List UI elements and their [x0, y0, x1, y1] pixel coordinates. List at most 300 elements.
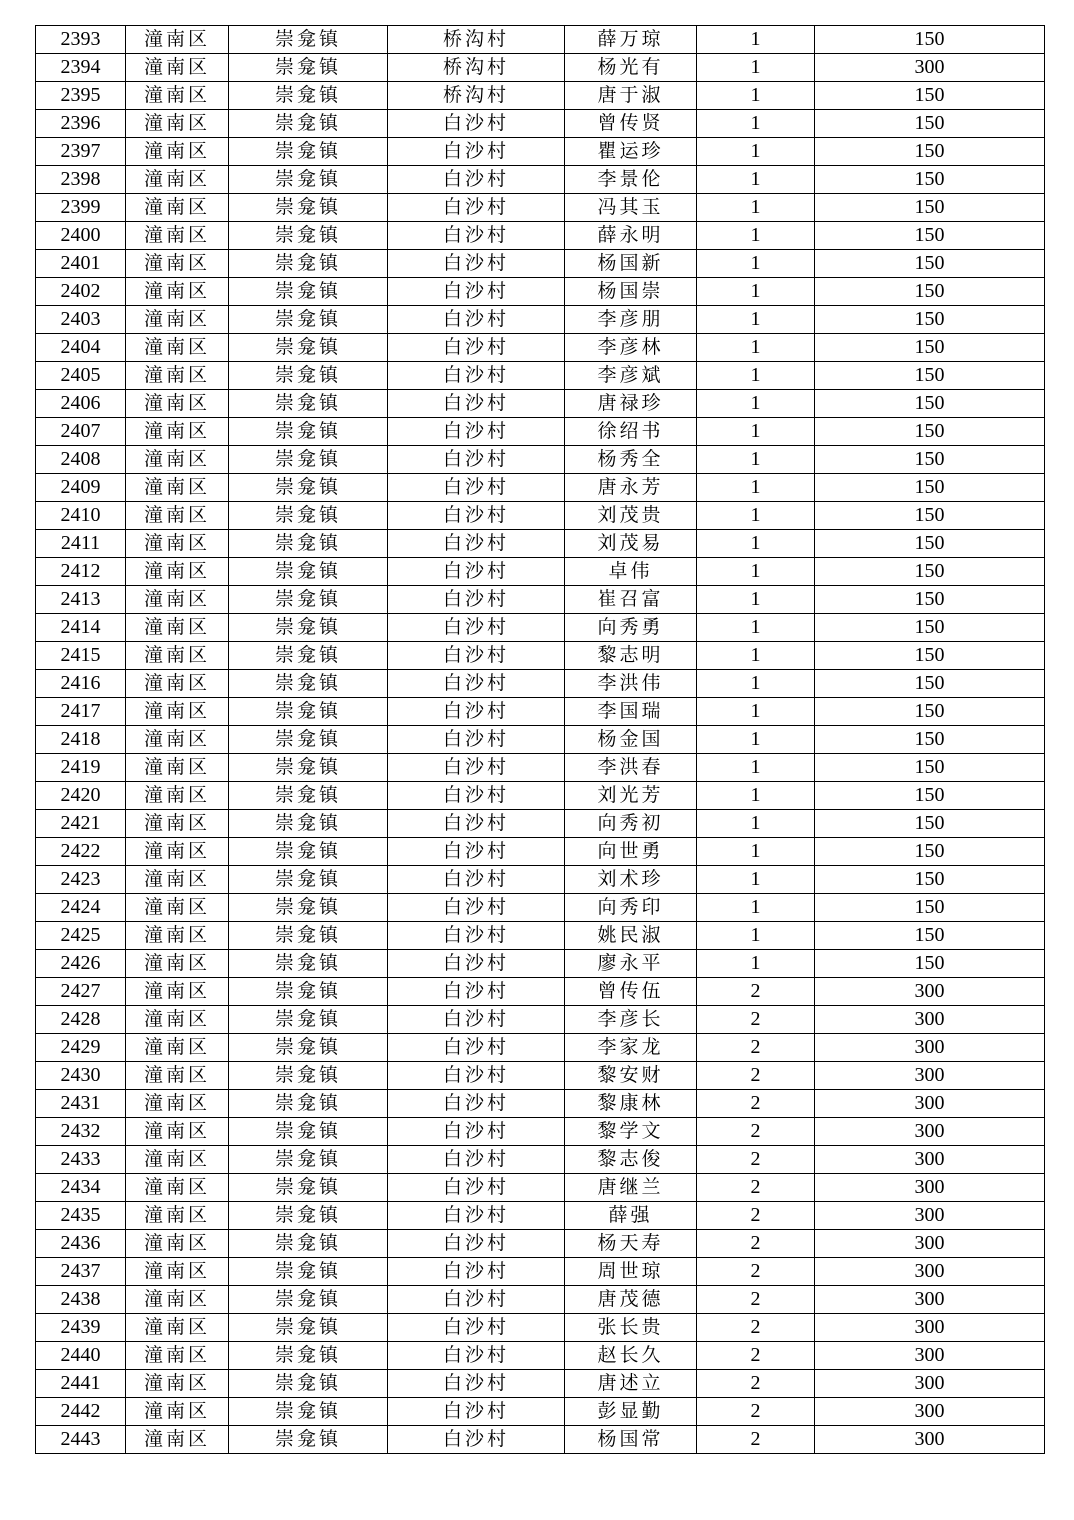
name-cell: 向秀初	[565, 810, 697, 838]
name-cell: 瞿运珍	[565, 138, 697, 166]
count-cell: 1	[697, 586, 815, 614]
table-row	[36, 754, 1045, 782]
table-row	[36, 1090, 1045, 1118]
village-cell: 白沙村	[388, 1202, 565, 1230]
row-number-cell: 2413	[36, 586, 126, 614]
amount-cell: 150	[815, 390, 1045, 418]
table-row	[36, 1006, 1045, 1034]
village-cell: 白沙村	[388, 1090, 565, 1118]
village-cell: 白沙村	[388, 950, 565, 978]
village-cell: 白沙村	[388, 1034, 565, 1062]
count-cell: 1	[697, 138, 815, 166]
amount-cell: 150	[815, 446, 1045, 474]
district-cell: 潼南区	[126, 194, 229, 222]
name-cell: 黎志明	[565, 642, 697, 670]
table-row	[36, 1370, 1045, 1398]
name-cell: 李彦林	[565, 334, 697, 362]
district-cell: 潼南区	[126, 530, 229, 558]
count-cell: 1	[697, 166, 815, 194]
amount-cell: 150	[815, 866, 1045, 894]
district-cell: 潼南区	[126, 1006, 229, 1034]
amount-cell: 150	[815, 614, 1045, 642]
village-cell: 桥沟村	[388, 26, 565, 54]
row-number-cell: 2403	[36, 306, 126, 334]
district-cell: 潼南区	[126, 222, 229, 250]
table-row	[36, 222, 1045, 250]
district-cell: 潼南区	[126, 922, 229, 950]
row-number-cell: 2395	[36, 82, 126, 110]
count-cell: 1	[697, 110, 815, 138]
town-cell: 崇龛镇	[229, 726, 388, 754]
town-cell: 崇龛镇	[229, 278, 388, 306]
amount-cell: 300	[815, 1286, 1045, 1314]
name-cell: 曾传伍	[565, 978, 697, 1006]
count-cell: 1	[697, 390, 815, 418]
village-cell: 白沙村	[388, 754, 565, 782]
name-cell: 李洪伟	[565, 670, 697, 698]
amount-cell: 150	[815, 558, 1045, 586]
town-cell: 崇龛镇	[229, 1090, 388, 1118]
town-cell: 崇龛镇	[229, 1118, 388, 1146]
name-cell: 李国瑞	[565, 698, 697, 726]
table-row	[36, 1286, 1045, 1314]
district-cell: 潼南区	[126, 838, 229, 866]
name-cell: 李家龙	[565, 1034, 697, 1062]
count-cell: 1	[697, 642, 815, 670]
amount-cell: 150	[815, 222, 1045, 250]
table-row	[36, 894, 1045, 922]
name-cell: 李彦斌	[565, 362, 697, 390]
row-number-cell: 2443	[36, 1426, 126, 1454]
village-cell: 白沙村	[388, 530, 565, 558]
table-row	[36, 1202, 1045, 1230]
count-cell: 1	[697, 782, 815, 810]
name-cell: 唐永芳	[565, 474, 697, 502]
village-cell: 白沙村	[388, 418, 565, 446]
count-cell: 1	[697, 558, 815, 586]
row-number-cell: 2425	[36, 922, 126, 950]
town-cell: 崇龛镇	[229, 530, 388, 558]
district-cell: 潼南区	[126, 1118, 229, 1146]
district-cell: 潼南区	[126, 362, 229, 390]
amount-cell: 300	[815, 1230, 1045, 1258]
town-cell: 崇龛镇	[229, 1174, 388, 1202]
row-number-cell: 2439	[36, 1314, 126, 1342]
town-cell: 崇龛镇	[229, 1258, 388, 1286]
district-cell: 潼南区	[126, 754, 229, 782]
row-number-cell: 2417	[36, 698, 126, 726]
amount-cell: 300	[815, 1062, 1045, 1090]
table-row	[36, 194, 1045, 222]
village-cell: 白沙村	[388, 1118, 565, 1146]
village-cell: 白沙村	[388, 614, 565, 642]
count-cell: 1	[697, 614, 815, 642]
village-cell: 白沙村	[388, 1342, 565, 1370]
village-cell: 白沙村	[388, 446, 565, 474]
name-cell: 薛强	[565, 1202, 697, 1230]
amount-cell: 150	[815, 194, 1045, 222]
amount-cell: 150	[815, 670, 1045, 698]
table-row	[36, 26, 1045, 54]
village-cell: 白沙村	[388, 1258, 565, 1286]
amount-cell: 150	[815, 754, 1045, 782]
district-cell: 潼南区	[126, 1370, 229, 1398]
row-number-cell: 2419	[36, 754, 126, 782]
table-row	[36, 586, 1045, 614]
town-cell: 崇龛镇	[229, 614, 388, 642]
town-cell: 崇龛镇	[229, 1146, 388, 1174]
table-row	[36, 866, 1045, 894]
name-cell: 刘术珍	[565, 866, 697, 894]
amount-cell: 150	[815, 530, 1045, 558]
table-row	[36, 1314, 1045, 1342]
table-row	[36, 82, 1045, 110]
row-number-cell: 2435	[36, 1202, 126, 1230]
row-number-cell: 2398	[36, 166, 126, 194]
count-cell: 1	[697, 250, 815, 278]
table-row	[36, 1230, 1045, 1258]
district-cell: 潼南区	[126, 278, 229, 306]
town-cell: 崇龛镇	[229, 1426, 388, 1454]
count-cell: 1	[697, 26, 815, 54]
district-cell: 潼南区	[126, 1146, 229, 1174]
town-cell: 崇龛镇	[229, 222, 388, 250]
count-cell: 2	[697, 1118, 815, 1146]
amount-cell: 150	[815, 362, 1045, 390]
village-cell: 白沙村	[388, 390, 565, 418]
table-row	[36, 810, 1045, 838]
village-cell: 白沙村	[388, 670, 565, 698]
count-cell: 1	[697, 306, 815, 334]
row-number-cell: 2418	[36, 726, 126, 754]
district-cell: 潼南区	[126, 110, 229, 138]
count-cell: 2	[697, 1258, 815, 1286]
table-row	[36, 614, 1045, 642]
district-cell: 潼南区	[126, 250, 229, 278]
name-cell: 姚民淑	[565, 922, 697, 950]
name-cell: 赵长久	[565, 1342, 697, 1370]
count-cell: 2	[697, 1314, 815, 1342]
name-cell: 杨秀全	[565, 446, 697, 474]
district-cell: 潼南区	[126, 1174, 229, 1202]
data-table	[35, 25, 1045, 1454]
name-cell: 唐述立	[565, 1370, 697, 1398]
row-number-cell: 2408	[36, 446, 126, 474]
district-cell: 潼南区	[126, 1202, 229, 1230]
row-number-cell: 2415	[36, 642, 126, 670]
amount-cell: 150	[815, 474, 1045, 502]
name-cell: 刘茂贵	[565, 502, 697, 530]
district-cell: 潼南区	[126, 642, 229, 670]
name-cell: 杨光有	[565, 54, 697, 82]
amount-cell: 300	[815, 1370, 1045, 1398]
town-cell: 崇龛镇	[229, 866, 388, 894]
count-cell: 1	[697, 894, 815, 922]
district-cell: 潼南区	[126, 1258, 229, 1286]
district-cell: 潼南区	[126, 586, 229, 614]
town-cell: 崇龛镇	[229, 838, 388, 866]
row-number-cell: 2438	[36, 1286, 126, 1314]
village-cell: 白沙村	[388, 1146, 565, 1174]
row-number-cell: 2394	[36, 54, 126, 82]
village-cell: 白沙村	[388, 1426, 565, 1454]
name-cell: 黎康林	[565, 1090, 697, 1118]
town-cell: 崇龛镇	[229, 1202, 388, 1230]
town-cell: 崇龛镇	[229, 922, 388, 950]
town-cell: 崇龛镇	[229, 1062, 388, 1090]
district-cell: 潼南区	[126, 1342, 229, 1370]
row-number-cell: 2399	[36, 194, 126, 222]
name-cell: 廖永平	[565, 950, 697, 978]
district-cell: 潼南区	[126, 82, 229, 110]
amount-cell: 300	[815, 1174, 1045, 1202]
count-cell: 2	[697, 1202, 815, 1230]
town-cell: 崇龛镇	[229, 1314, 388, 1342]
town-cell: 崇龛镇	[229, 418, 388, 446]
count-cell: 2	[697, 1426, 815, 1454]
town-cell: 崇龛镇	[229, 1398, 388, 1426]
count-cell: 2	[697, 1342, 815, 1370]
district-cell: 潼南区	[126, 474, 229, 502]
amount-cell: 300	[815, 1258, 1045, 1286]
amount-cell: 150	[815, 642, 1045, 670]
amount-cell: 150	[815, 138, 1045, 166]
amount-cell: 300	[815, 1090, 1045, 1118]
table-row	[36, 1426, 1045, 1454]
name-cell: 卓伟	[565, 558, 697, 586]
amount-cell: 300	[815, 1034, 1045, 1062]
district-cell: 潼南区	[126, 1314, 229, 1342]
district-cell: 潼南区	[126, 166, 229, 194]
village-cell: 白沙村	[388, 166, 565, 194]
district-cell: 潼南区	[126, 306, 229, 334]
table-body	[36, 26, 1045, 1454]
row-number-cell: 2429	[36, 1034, 126, 1062]
table-row	[36, 1398, 1045, 1426]
name-cell: 冯其玉	[565, 194, 697, 222]
amount-cell: 300	[815, 1006, 1045, 1034]
table-row	[36, 250, 1045, 278]
name-cell: 周世琼	[565, 1258, 697, 1286]
row-number-cell: 2431	[36, 1090, 126, 1118]
village-cell: 白沙村	[388, 194, 565, 222]
name-cell: 唐继兰	[565, 1174, 697, 1202]
village-cell: 白沙村	[388, 698, 565, 726]
village-cell: 白沙村	[388, 978, 565, 1006]
district-cell: 潼南区	[126, 26, 229, 54]
count-cell: 1	[697, 82, 815, 110]
row-number-cell: 2424	[36, 894, 126, 922]
row-number-cell: 2393	[36, 26, 126, 54]
village-cell: 白沙村	[388, 586, 565, 614]
row-number-cell: 2412	[36, 558, 126, 586]
table-row	[36, 418, 1045, 446]
count-cell: 2	[697, 1286, 815, 1314]
name-cell: 杨天寿	[565, 1230, 697, 1258]
count-cell: 1	[697, 54, 815, 82]
table-row	[36, 642, 1045, 670]
row-number-cell: 2428	[36, 1006, 126, 1034]
village-cell: 白沙村	[388, 502, 565, 530]
town-cell: 崇龛镇	[229, 138, 388, 166]
amount-cell: 150	[815, 810, 1045, 838]
name-cell: 薛永明	[565, 222, 697, 250]
name-cell: 张长贵	[565, 1314, 697, 1342]
amount-cell: 150	[815, 418, 1045, 446]
amount-cell: 150	[815, 26, 1045, 54]
district-cell: 潼南区	[126, 1230, 229, 1258]
name-cell: 薛万琼	[565, 26, 697, 54]
count-cell: 1	[697, 838, 815, 866]
amount-cell: 300	[815, 1202, 1045, 1230]
count-cell: 1	[697, 334, 815, 362]
town-cell: 崇龛镇	[229, 1370, 388, 1398]
town-cell: 崇龛镇	[229, 390, 388, 418]
name-cell: 向秀勇	[565, 614, 697, 642]
town-cell: 崇龛镇	[229, 166, 388, 194]
amount-cell: 150	[815, 726, 1045, 754]
amount-cell: 300	[815, 1314, 1045, 1342]
amount-cell: 150	[815, 894, 1045, 922]
town-cell: 崇龛镇	[229, 698, 388, 726]
count-cell: 2	[697, 1090, 815, 1118]
row-number-cell: 2420	[36, 782, 126, 810]
village-cell: 白沙村	[388, 558, 565, 586]
row-number-cell: 2440	[36, 1342, 126, 1370]
village-cell: 白沙村	[388, 1398, 565, 1426]
name-cell: 崔召富	[565, 586, 697, 614]
name-cell: 唐茂德	[565, 1286, 697, 1314]
village-cell: 白沙村	[388, 474, 565, 502]
amount-cell: 300	[815, 54, 1045, 82]
count-cell: 1	[697, 502, 815, 530]
village-cell: 白沙村	[388, 306, 565, 334]
village-cell: 白沙村	[388, 866, 565, 894]
name-cell: 杨国新	[565, 250, 697, 278]
town-cell: 崇龛镇	[229, 474, 388, 502]
district-cell: 潼南区	[126, 950, 229, 978]
table-row	[36, 502, 1045, 530]
amount-cell: 300	[815, 978, 1045, 1006]
village-cell: 白沙村	[388, 110, 565, 138]
town-cell: 崇龛镇	[229, 978, 388, 1006]
name-cell: 杨金国	[565, 726, 697, 754]
amount-cell: 150	[815, 278, 1045, 306]
district-cell: 潼南区	[126, 1090, 229, 1118]
row-number-cell: 2426	[36, 950, 126, 978]
row-number-cell: 2401	[36, 250, 126, 278]
table-row	[36, 138, 1045, 166]
row-number-cell: 2406	[36, 390, 126, 418]
amount-cell: 300	[815, 1426, 1045, 1454]
table-row	[36, 698, 1045, 726]
row-number-cell: 2427	[36, 978, 126, 1006]
count-cell: 2	[697, 1174, 815, 1202]
name-cell: 黎安财	[565, 1062, 697, 1090]
town-cell: 崇龛镇	[229, 754, 388, 782]
table-row	[36, 1258, 1045, 1286]
town-cell: 崇龛镇	[229, 362, 388, 390]
amount-cell: 150	[815, 250, 1045, 278]
name-cell: 李彦长	[565, 1006, 697, 1034]
town-cell: 崇龛镇	[229, 54, 388, 82]
count-cell: 1	[697, 726, 815, 754]
count-cell: 1	[697, 922, 815, 950]
town-cell: 崇龛镇	[229, 82, 388, 110]
amount-cell: 300	[815, 1342, 1045, 1370]
district-cell: 潼南区	[126, 138, 229, 166]
district-cell: 潼南区	[126, 894, 229, 922]
district-cell: 潼南区	[126, 698, 229, 726]
amount-cell: 150	[815, 782, 1045, 810]
row-number-cell: 2404	[36, 334, 126, 362]
name-cell: 向世勇	[565, 838, 697, 866]
table-row	[36, 670, 1045, 698]
table-row	[36, 922, 1045, 950]
row-number-cell: 2396	[36, 110, 126, 138]
table-row	[36, 166, 1045, 194]
district-cell: 潼南区	[126, 726, 229, 754]
town-cell: 崇龛镇	[229, 782, 388, 810]
row-number-cell: 2430	[36, 1062, 126, 1090]
amount-cell: 150	[815, 306, 1045, 334]
village-cell: 白沙村	[388, 1006, 565, 1034]
district-cell: 潼南区	[126, 1398, 229, 1426]
name-cell: 刘茂易	[565, 530, 697, 558]
row-number-cell: 2436	[36, 1230, 126, 1258]
count-cell: 2	[697, 1006, 815, 1034]
town-cell: 崇龛镇	[229, 1034, 388, 1062]
amount-cell: 150	[815, 334, 1045, 362]
town-cell: 崇龛镇	[229, 1006, 388, 1034]
village-cell: 白沙村	[388, 1286, 565, 1314]
district-cell: 潼南区	[126, 446, 229, 474]
row-number-cell: 2441	[36, 1370, 126, 1398]
village-cell: 白沙村	[388, 922, 565, 950]
town-cell: 崇龛镇	[229, 26, 388, 54]
table-row	[36, 390, 1045, 418]
village-cell: 白沙村	[388, 278, 565, 306]
name-cell: 向秀印	[565, 894, 697, 922]
row-number-cell: 2421	[36, 810, 126, 838]
count-cell: 1	[697, 222, 815, 250]
row-number-cell: 2433	[36, 1146, 126, 1174]
village-cell: 白沙村	[388, 838, 565, 866]
table-row	[36, 278, 1045, 306]
table-row	[36, 334, 1045, 362]
count-cell: 2	[697, 1062, 815, 1090]
village-cell: 白沙村	[388, 334, 565, 362]
name-cell: 刘光芳	[565, 782, 697, 810]
district-cell: 潼南区	[126, 614, 229, 642]
row-number-cell: 2442	[36, 1398, 126, 1426]
district-cell: 潼南区	[126, 1426, 229, 1454]
name-cell: 黎志俊	[565, 1146, 697, 1174]
district-cell: 潼南区	[126, 1034, 229, 1062]
name-cell: 徐绍书	[565, 418, 697, 446]
town-cell: 崇龛镇	[229, 334, 388, 362]
row-number-cell: 2414	[36, 614, 126, 642]
table-row	[36, 306, 1045, 334]
table-row	[36, 1062, 1045, 1090]
amount-cell: 150	[815, 502, 1045, 530]
village-cell: 白沙村	[388, 1314, 565, 1342]
town-cell: 崇龛镇	[229, 1230, 388, 1258]
amount-cell: 300	[815, 1398, 1045, 1426]
name-cell: 唐于淑	[565, 82, 697, 110]
district-cell: 潼南区	[126, 558, 229, 586]
row-number-cell: 2407	[36, 418, 126, 446]
